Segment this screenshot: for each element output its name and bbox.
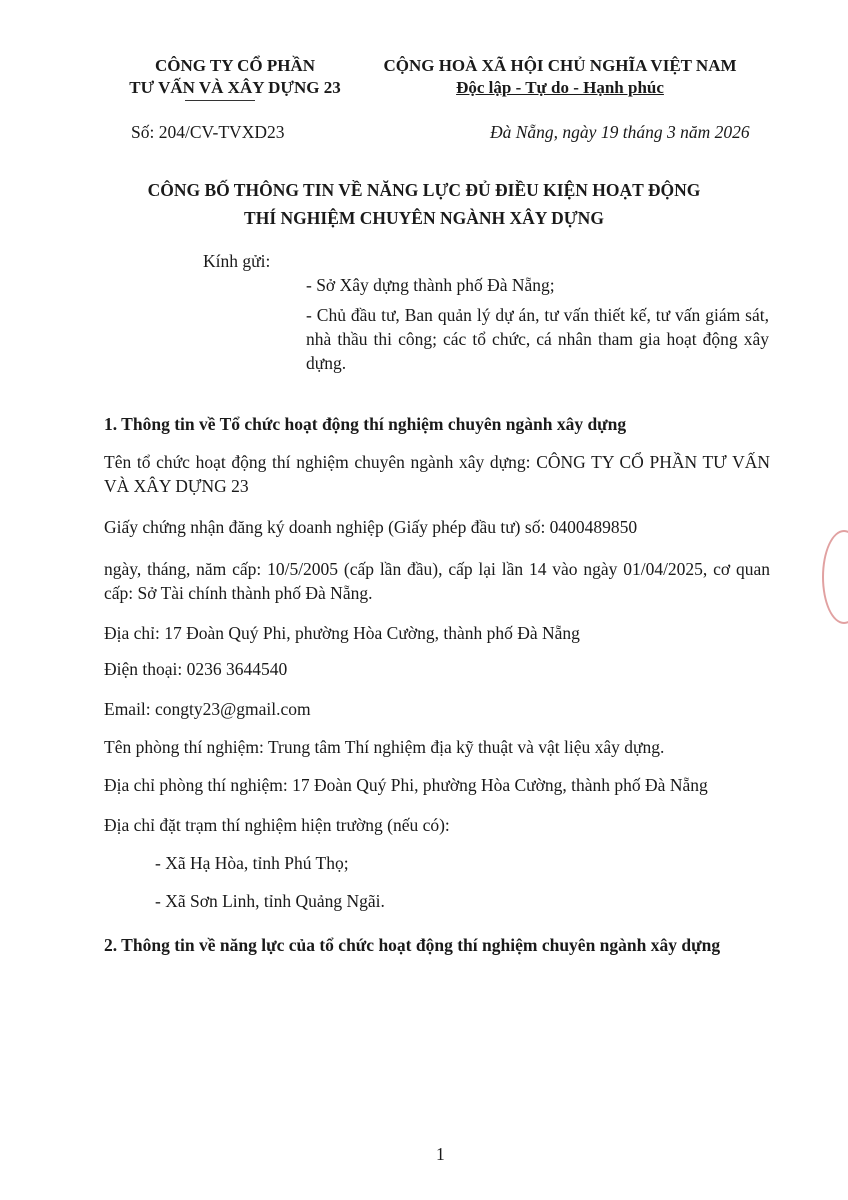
org-phone: Điện thoại: 0236 3644540 (104, 659, 288, 679)
org-email: Email: congty23@gmail.com (104, 699, 311, 719)
recipient-item-2: - Chủ đầu tư, Ban quản lý dự án, tư vấn thiết kế, tư vấn giám sát, nhà thầu thi công; các tổ chức, cá nhân tham gia hoạt động xây dựng. (306, 305, 769, 373)
recipient-item-1: - Sở Xây dựng thành phố Đà Nẵng; (306, 275, 555, 295)
national-motto: Độc lập - Tự do - Hạnh phúc (456, 78, 664, 97)
license-issue-info: ngày, tháng, năm cấp: 10/5/2005 (cấp lần đầu), cấp lại lần 14 vào ngày 01/04/2025, cơ quan cấp: Sở Tài chính thành phố Đà Nẵng. (104, 559, 770, 603)
section1-heading: 1. Thông tin về Tổ chức hoạt động thí nghiệm chuyên ngành xây dựng (104, 414, 627, 434)
company-name-block (100, 55, 370, 99)
title-line1: CÔNG BỐ THÔNG TIN VỀ NĂNG LỰC ĐỦ ĐIỀU KIỆN HOẠT ĐỘNG (147, 180, 701, 200)
document-title (60, 176, 788, 232)
section2-heading: 2. Thông tin về năng lực của tổ chức hoạt động thí nghiệm chuyên ngành xây dựng (104, 935, 721, 955)
lab-address: Địa chỉ phòng thí nghiệm: 17 Đoàn Quý Phi, phường Hòa Cường, thành phố Đà Nẵng (104, 775, 708, 795)
page-number: 1 (436, 1144, 445, 1164)
national-header-block (350, 55, 770, 99)
document-number: Số: 204/CV-TVXD23 (131, 122, 285, 142)
company-name-line1: CÔNG TY CỔ PHẦN (154, 56, 316, 75)
org-address: Địa chỉ: 17 Đoàn Quý Phi, phường Hòa Cường, thành phố Đà Nẵng (104, 623, 580, 643)
company-underline (185, 100, 255, 101)
title-line2: THÍ NGHIỆM CHUYÊN NGÀNH XÂY DỰNG (244, 208, 604, 228)
org-name: Tên tổ chức hoạt động thí nghiệm chuyên ngành xây dựng: CÔNG TY CỔ PHẦN TƯ VẤN VÀ XÂY DỰNG 23 (104, 452, 770, 496)
business-license: Giấy chứng nhận đăng ký doanh nghiệp (Giấy phép đầu tư) số: 0400489850 (104, 517, 638, 537)
field-station-2: - Xã Sơn Linh, tỉnh Quảng Ngãi. (155, 891, 385, 911)
country-name: CỘNG HOÀ XÃ HỘI CHỦ NGHĨA VIỆT NAM (383, 56, 737, 75)
document-date: Đà Nẵng, ngày 19 tháng 3 năm 2026 (490, 122, 750, 142)
field-station-label: Địa chỉ đặt trạm thí nghiệm hiện trường (nếu có): (104, 815, 450, 835)
recipients-label: Kính gửi: (203, 251, 271, 271)
field-station-1: - Xã Hạ Hòa, tỉnh Phú Thọ; (155, 853, 349, 873)
seal-edge-mark (822, 530, 848, 624)
company-name-line2: TƯ VẤN VÀ XÂY DỰNG 23 (129, 78, 341, 97)
lab-name: Tên phòng thí nghiệm: Trung tâm Thí nghiệm địa kỹ thuật và vật liệu xây dựng. (104, 737, 665, 757)
